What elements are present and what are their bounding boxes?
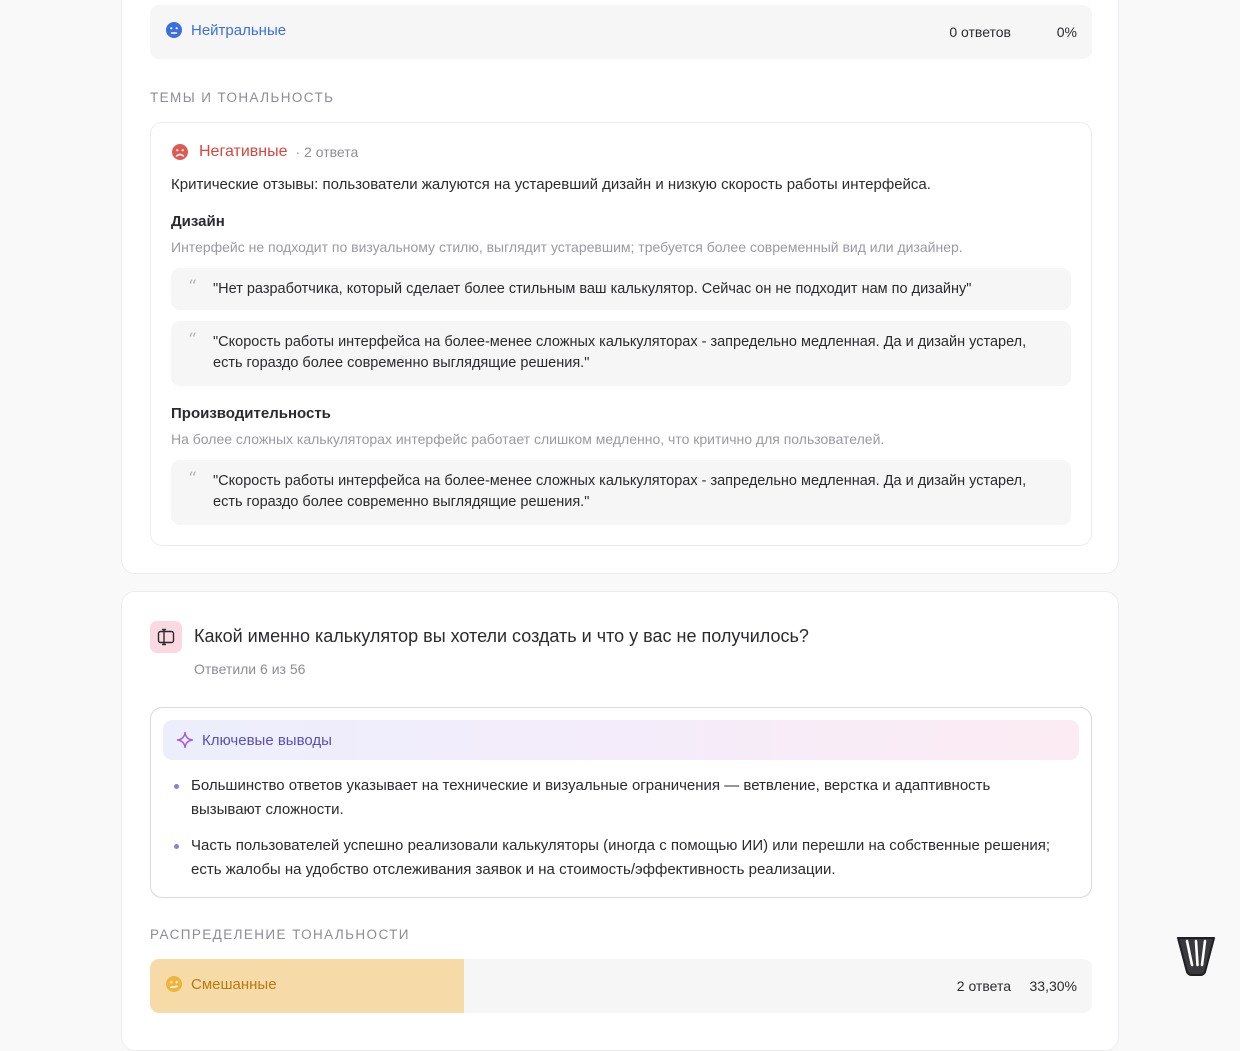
mixed-face-icon xyxy=(165,975,183,993)
neutral-face-icon xyxy=(165,21,183,39)
insights-list xyxy=(191,774,1061,894)
app-logo-icon[interactable] xyxy=(1175,935,1217,977)
tone-label: Смешанные xyxy=(191,976,277,993)
quote-block xyxy=(171,268,1071,310)
key-insights-panel xyxy=(150,707,1092,898)
topic-title: Дизайн xyxy=(171,213,225,230)
negative-theme-card xyxy=(150,122,1092,546)
key-insights-title: Ключевые выводы xyxy=(202,732,332,749)
tone-label: Нейтральные xyxy=(191,22,287,39)
topic-title: Производительность xyxy=(171,405,331,422)
quote-mark-icon: “ xyxy=(188,469,197,489)
answered-count: Ответили 6 из 56 xyxy=(194,661,306,677)
negative-summary: Критические отзывы: пользователи жалуются на устаревший дизайн и низкую скорость работы интерфейса. xyxy=(171,176,931,193)
question-card xyxy=(121,591,1119,1051)
negative-header xyxy=(171,143,358,161)
topic-description: На более сложных калькуляторах интерфейс работает слишком медленно, что критично для пользователей. xyxy=(171,431,885,447)
tone-count: 0 ответов xyxy=(949,24,1011,40)
quote-text: "Скорость работы интерфейса на более-менее сложных калькуляторах - запредельно медленная. Да и дизайн устарел, есть гораздо более современно выглядящие решения." xyxy=(213,334,1027,371)
list-item: Большинство ответов указывает на технические и визуальные ограничения — ветвление, верстка и адаптивность вызывают сложности. xyxy=(191,774,1061,822)
sad-face-icon xyxy=(171,143,189,161)
list-item: Часть пользователей успешно реализовали калькуляторы (иногда с помощью ИИ) или перешли на собственные решения; есть жалобы на удобство отслеживания заявок и на стоимость/эффективность реализации. xyxy=(191,834,1061,882)
quote-block xyxy=(171,460,1071,525)
tone-row-mixed xyxy=(150,959,1092,1013)
quote-mark-icon: “ xyxy=(188,330,197,350)
tone-percent: 33,30% xyxy=(1029,978,1077,994)
key-insights-header xyxy=(163,720,1079,760)
text-answer-icon xyxy=(150,621,182,653)
question-title: Какой именно калькулятор вы хотели создать и что у вас не получилось? xyxy=(194,626,809,646)
topic-description: Интерфейс не подходит по визуальному стилю, выглядит устаревшим; требуется более современный вид или дизайнер. xyxy=(171,239,963,255)
negative-count: · 2 ответа xyxy=(295,144,359,160)
themes-section-label: ТЕМЫ И ТОНАЛЬНОСТЬ xyxy=(150,90,335,105)
tone-row-neutral xyxy=(150,5,1092,59)
distribution-section-label: РАСПРЕДЕЛЕНИЕ ТОНАЛЬНОСТИ xyxy=(150,927,410,942)
quote-block xyxy=(171,321,1071,386)
tone-percent: 0% xyxy=(1056,24,1077,40)
quote-text: "Скорость работы интерфейса на более-менее сложных калькуляторах - запредельно медленная. Да и дизайн устарел, есть гораздо более современно выглядящие решения." xyxy=(213,473,1027,510)
tone-count: 2 ответа xyxy=(956,978,1011,994)
quote-text: "Нет разработчика, который сделает более стильным ваш калькулятор. Сейчас он не подходит нам по дизайну" xyxy=(213,281,972,297)
question-card-previous xyxy=(121,0,1119,574)
quote-mark-icon: “ xyxy=(188,277,197,297)
negative-label: Негативные xyxy=(199,143,288,160)
sparkle-icon xyxy=(176,731,194,749)
